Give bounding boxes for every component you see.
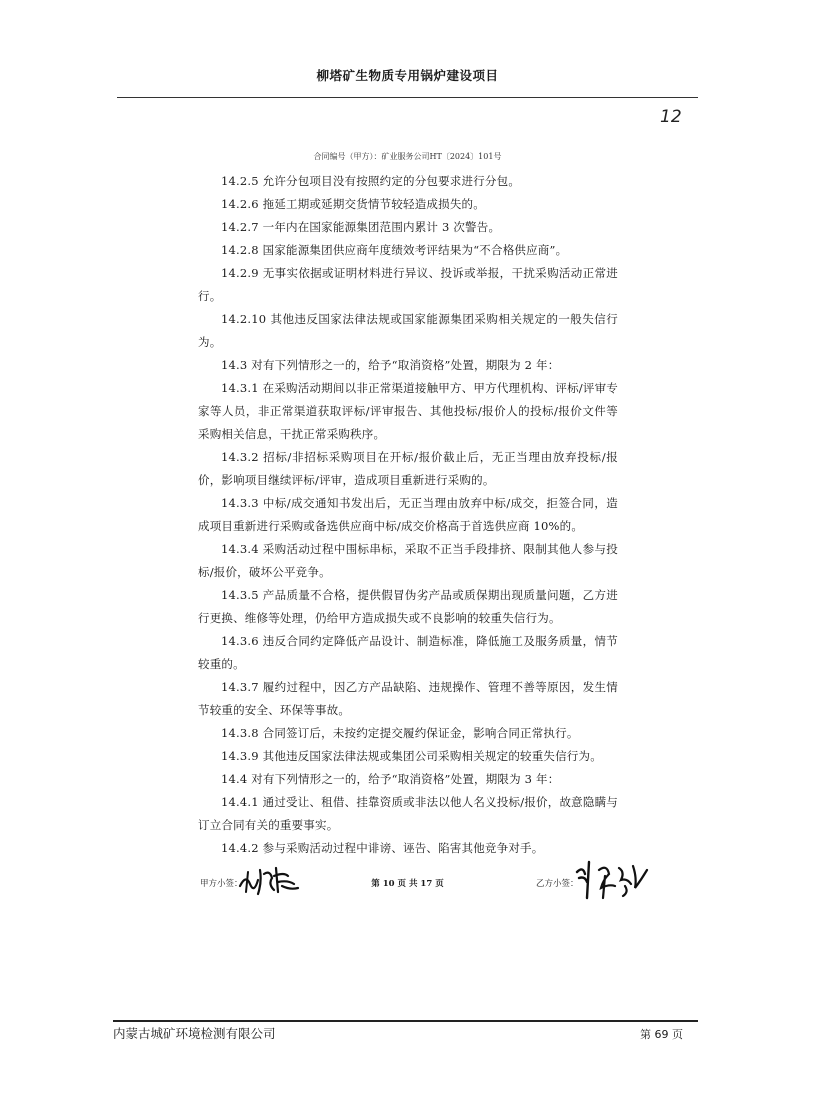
clause-14-4: 14.4 对有下列情形之一的，给予“取消资格”处置，期限为 3 年： — [221, 772, 560, 786]
contract-number: 合同编号（甲方）：矿业服务公司HT〔2024〕101号 — [313, 152, 502, 161]
party-b-signature — [573, 858, 651, 902]
clause-14-2-9: 14.2.9 无事实依据或证明材料进行异议、投诉或举报，干扰采购活动正常进行。 — [198, 266, 618, 303]
clause-14-3-8: 14.3.8 合同签订后，未按约定提交履约保证金，影响合同正常执行。 — [221, 726, 579, 740]
document-header-title: 柳塔矿生物质专用锅炉建设项目 — [316, 68, 499, 83]
clause-14-3-9: 14.3.9 其他违反国家法律法规或集团公司采购相关规定的较重失信行为。 — [221, 749, 602, 763]
clause-14-2-10: 14.2.10 其他违反国家法律法规或国家能源集团采购相关规定的一般失信行为。 — [198, 312, 618, 349]
footer-page-number: 第 69 页 — [640, 1028, 683, 1041]
contract-clauses — [198, 170, 618, 860]
clause-14-3-5: 14.3.5 产品质量不合格，提供假冒伪劣产品或质保期出现质量问题，乙方进行更换、维修等处理，仍给甲方造成损失或不良影响的较重失信行为。 — [198, 588, 618, 625]
clause-14-2-6: 14.2.6 拖延工期或延期交货情节较轻造成损失的。 — [221, 197, 485, 211]
clause-14-3: 14.3 对有下列情形之一的，给予“取消资格”处置，期限为 2 年： — [221, 358, 560, 372]
clause-14-2-8: 14.2.8 国家能源集团供应商年度绩效考评结果为“不合格供应商”。 — [221, 243, 568, 257]
party-a-initial-label: 甲方小签： — [200, 879, 243, 889]
party-b-initial-label: 乙方小签： — [536, 879, 579, 889]
inner-page-number: 第 10 页 共 17 页 — [371, 879, 444, 889]
clause-14-4-2: 14.4.2 参与采购活动过程中诽谤、诬告、陷害其他竞争对手。 — [221, 841, 544, 855]
footer-company-name: 内蒙古城矿环境检测有限公司 — [113, 1026, 276, 1041]
handwritten-page-mark: 12 — [660, 107, 682, 127]
clause-14-4-1: 14.4.1 通过受让、租借、挂靠资质或非法以他人名义投标/报价，故意隐瞒与订立合同有关的重要事实。 — [198, 795, 618, 832]
clause-14-2-5: 14.2.5 允许分包项目没有按照约定的分包要求进行分包。 — [221, 174, 521, 188]
footer-divider — [113, 1020, 698, 1022]
clause-14-3-1: 14.3.1 在采购活动期间以非正常渠道接触甲方、甲方代理机构、评标/评审专家等人员，非正常渠道获取评标/评审报告、其他投标/报价人的投标/报价文件等采购相关信息，干扰正常采购秩序。 — [198, 381, 618, 441]
clause-14-3-4: 14.3.4 采购活动过程中围标串标，采取不正当手段排挤、限制其他人参与投标/报价，破坏公平竞争。 — [198, 542, 618, 579]
clause-14-3-2: 14.3.2 招标/非招标采购项目在开标/报价截止后，无正当理由放弃投标/报价，影响项目继续评标/评审，造成项目重新进行采购的。 — [198, 450, 618, 487]
header-divider — [117, 97, 698, 98]
clause-14-2-7: 14.2.7 一年内在国家能源集团范围内累计 3 次警告。 — [221, 220, 501, 234]
clause-14-3-3: 14.3.3 中标/成交通知书发出后，无正当理由放弃中标/成交，拒签合同，造成项目重新进行采购或备选供应商中标/成交价格高于首选供应商 10%的。 — [198, 496, 618, 533]
clause-14-3-7: 14.3.7 履约过程中，因乙方产品缺陷、违规操作、管理不善等原因，发生情节较重的安全、环保等事故。 — [198, 680, 618, 717]
clause-14-3-6: 14.3.6 违反合同约定降低产品设计、制造标准，降低施工及服务质量，情节较重的。 — [198, 634, 618, 671]
